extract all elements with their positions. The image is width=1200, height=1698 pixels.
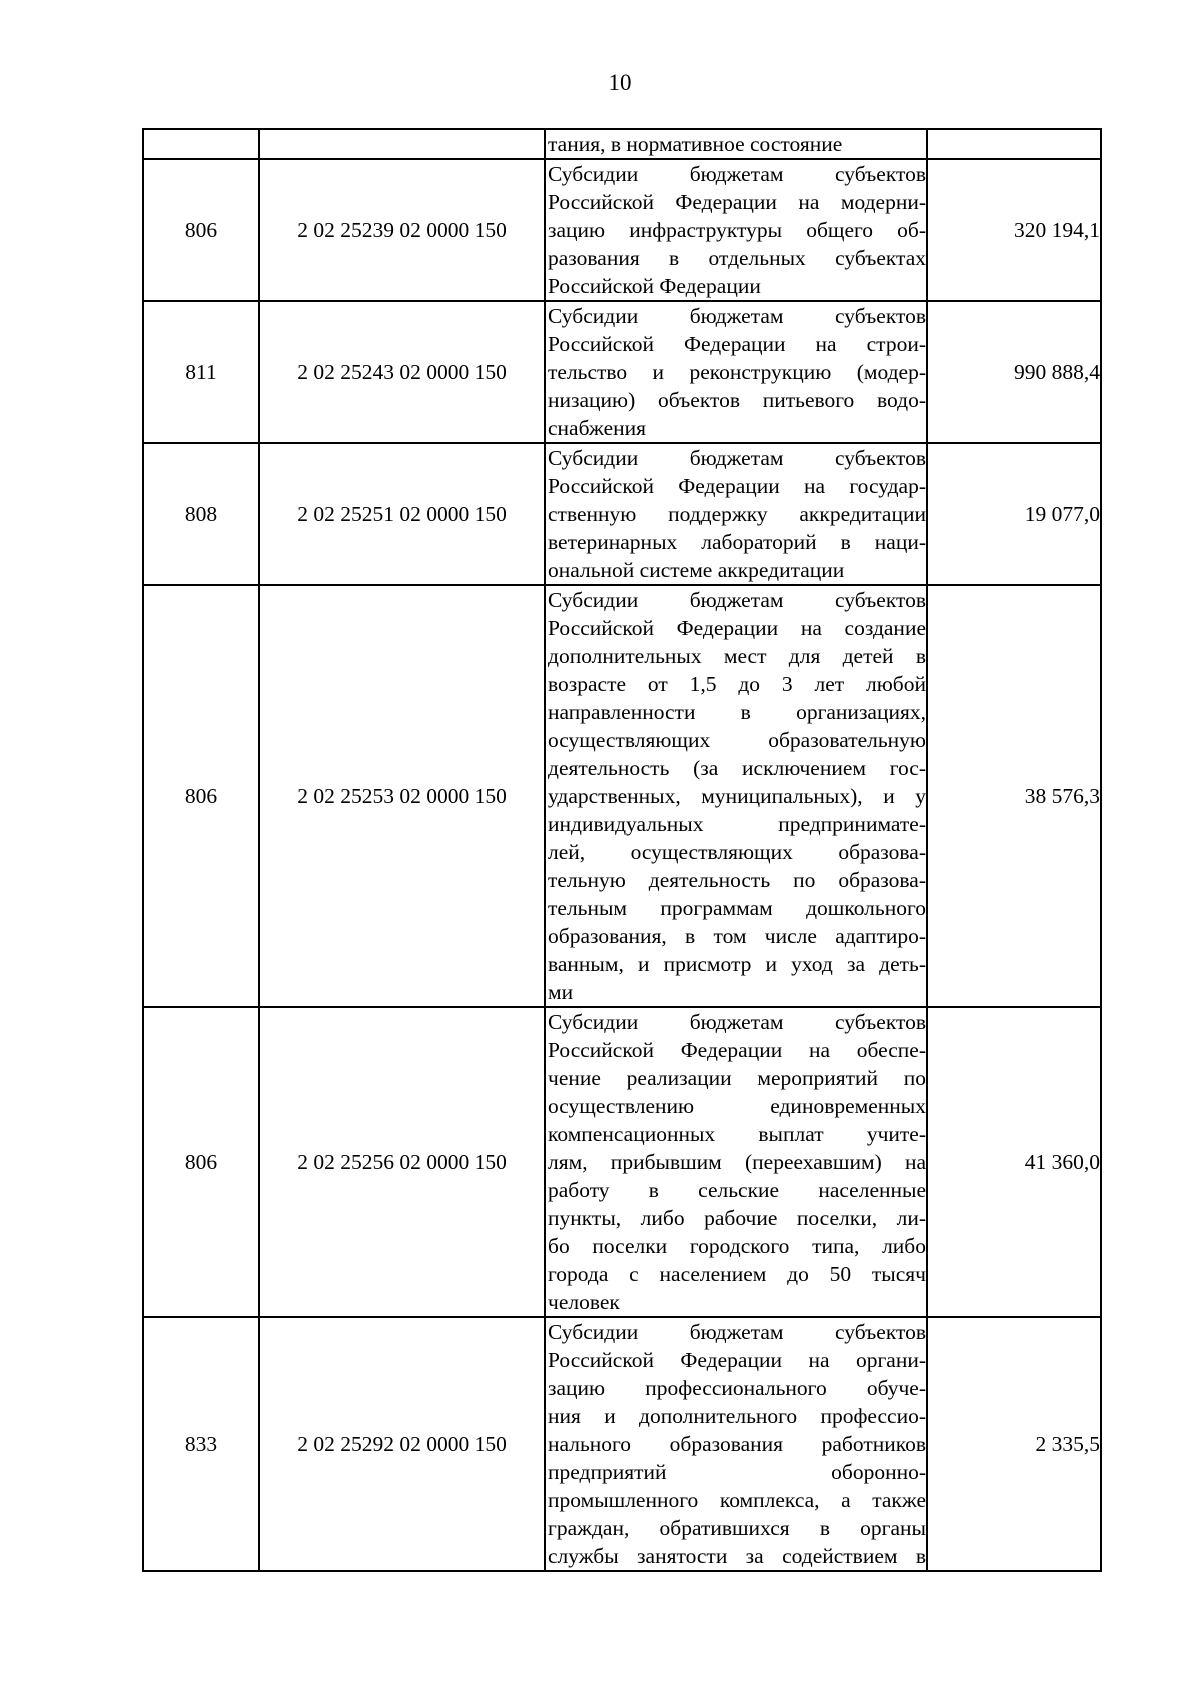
income-name-line: осуществляющих образовательную bbox=[548, 728, 926, 752]
income-name-line: Субсидии бюджетам субъектов bbox=[548, 162, 926, 186]
budget-code-cell: 2 02 25253 02 0000 150 bbox=[259, 585, 545, 1007]
admin-code-cell: 811 bbox=[143, 301, 259, 443]
amount-cell: 38 576,3 bbox=[927, 585, 1101, 1007]
income-name-line: дополнительных мест для детей в bbox=[548, 644, 926, 668]
income-name-line: осуществлению единовременных bbox=[548, 1094, 926, 1118]
income-name-cell bbox=[545, 443, 927, 585]
income-name-line: Российской Федерации на обеспе- bbox=[548, 1038, 926, 1062]
income-name-cell bbox=[545, 159, 927, 301]
income-name-line: тания, в нормативное состояние bbox=[548, 132, 843, 156]
income-name-line: индивидуальных предпринимате- bbox=[548, 812, 926, 836]
income-name-line: возрасте от 1,5 до 3 лет любой bbox=[548, 672, 926, 696]
budget-code-cell bbox=[259, 129, 545, 159]
income-name-line: работу в сельские населенные bbox=[548, 1178, 926, 1202]
income-name-line: ударственных, муниципальных), и у bbox=[548, 784, 926, 808]
amount-cell: 990 888,4 bbox=[927, 301, 1101, 443]
income-name-line: службы занятости за содействием в bbox=[548, 1544, 926, 1568]
budget-code-cell: 2 02 25292 02 0000 150 bbox=[259, 1317, 545, 1571]
income-name-line: Российской Федерации на строи- bbox=[548, 332, 926, 356]
income-name-line: тельным программам дошкольного bbox=[548, 896, 926, 920]
income-name-cell bbox=[545, 585, 927, 1007]
income-name-cell bbox=[545, 1007, 927, 1317]
income-name-line: Субсидии бюджетам субъектов bbox=[548, 446, 926, 470]
income-name-line: снабжения bbox=[548, 416, 647, 440]
income-name-line: ния и дополнительного профессио- bbox=[548, 1404, 926, 1428]
income-name-line: лей, осуществляющих образова- bbox=[548, 840, 926, 864]
income-name-line: Российской Федерации на органи- bbox=[548, 1348, 926, 1372]
income-name-line: Российской Федерации на модерни- bbox=[548, 190, 926, 214]
income-name-line: ветеринарных лабораторий в наци- bbox=[548, 530, 926, 554]
income-name-line: компенсационных выплат учите- bbox=[548, 1122, 926, 1146]
amount-cell: 41 360,0 bbox=[927, 1007, 1101, 1317]
income-name-line: пункты, либо рабочие поселки, ли- bbox=[548, 1206, 926, 1230]
income-name-line: лям, прибывшим (переехавшим) на bbox=[548, 1150, 926, 1174]
budget-code-cell: 2 02 25256 02 0000 150 bbox=[259, 1007, 545, 1317]
income-name-line: тельную деятельность по образова- bbox=[548, 868, 926, 892]
income-name-line: Субсидии бюджетам субъектов bbox=[548, 1320, 926, 1344]
income-name-line: чение реализации мероприятий по bbox=[548, 1066, 926, 1090]
table-row bbox=[143, 129, 1101, 159]
income-name-cell bbox=[545, 301, 927, 443]
income-name-line: человек bbox=[548, 1290, 620, 1314]
admin-code-cell: 806 bbox=[143, 585, 259, 1007]
income-name-line: ванным, и присмотр и уход за деть- bbox=[548, 952, 926, 976]
income-name-line: зацию инфраструктуры общего об- bbox=[548, 218, 926, 242]
income-name-line: ональной системе аккредитации bbox=[548, 558, 845, 582]
table-row bbox=[143, 585, 1101, 1007]
budget-code-cell: 2 02 25239 02 0000 150 bbox=[259, 159, 545, 301]
table-row bbox=[143, 1007, 1101, 1317]
income-name-line: Российской Федерации на создание bbox=[548, 616, 926, 640]
income-name-line: города с населением до 50 тысяч bbox=[548, 1262, 926, 1286]
table-row bbox=[143, 443, 1101, 585]
admin-code-cell: 806 bbox=[143, 1007, 259, 1317]
table-row bbox=[143, 301, 1101, 443]
amount-cell: 19 077,0 bbox=[927, 443, 1101, 585]
income-name-line: Субсидии бюджетам субъектов bbox=[548, 588, 926, 612]
income-name-line: граждан, обратившихся в органы bbox=[548, 1516, 926, 1540]
income-name-line: разования в отдельных субъектах bbox=[548, 246, 926, 270]
income-name-line: Субсидии бюджетам субъектов bbox=[548, 1010, 926, 1034]
income-name-line: Российской Федерации на государ- bbox=[548, 474, 926, 498]
budget-code-cell: 2 02 25243 02 0000 150 bbox=[259, 301, 545, 443]
amount-cell: 2 335,5 bbox=[927, 1317, 1101, 1571]
income-name-line: бо поселки городского типа, либо bbox=[548, 1234, 926, 1258]
budget-code-cell: 2 02 25251 02 0000 150 bbox=[259, 443, 545, 585]
income-name-line: Российской Федерации bbox=[548, 274, 761, 298]
admin-code-cell: 808 bbox=[143, 443, 259, 585]
income-name-line: зацию профессионального обуче- bbox=[548, 1376, 926, 1400]
income-name-line: направленности в организациях, bbox=[548, 700, 926, 724]
admin-code-cell: 833 bbox=[143, 1317, 259, 1571]
income-name-cell bbox=[545, 129, 927, 159]
income-name-line: ственную поддержку аккредитации bbox=[548, 502, 926, 526]
budget-table bbox=[142, 128, 1102, 1572]
income-name-line: промышленного комплекса, а также bbox=[548, 1488, 926, 1512]
income-name-line: низацию) объектов питьевого водо- bbox=[548, 388, 926, 412]
income-name-line: ми bbox=[548, 980, 574, 1004]
amount-cell: 320 194,1 bbox=[927, 159, 1101, 301]
table-row bbox=[143, 159, 1101, 301]
page-number: 10 bbox=[608, 70, 632, 95]
admin-code-cell: 806 bbox=[143, 159, 259, 301]
income-name-line: образования, в том числе адаптиро- bbox=[548, 924, 926, 948]
income-name-line: деятельность (за исключением гос- bbox=[548, 756, 926, 780]
income-name-cell bbox=[545, 1317, 927, 1571]
admin-code-cell bbox=[143, 129, 259, 159]
income-name-line: тельство и реконструкцию (модер- bbox=[548, 360, 926, 384]
income-name-line: предприятий оборонно- bbox=[548, 1460, 926, 1484]
table-row bbox=[143, 1317, 1101, 1571]
income-name-line: нального образования работников bbox=[548, 1432, 926, 1456]
amount-cell bbox=[927, 129, 1101, 159]
table-body bbox=[143, 129, 1101, 1571]
income-name-line: Субсидии бюджетам субъектов bbox=[548, 304, 926, 328]
